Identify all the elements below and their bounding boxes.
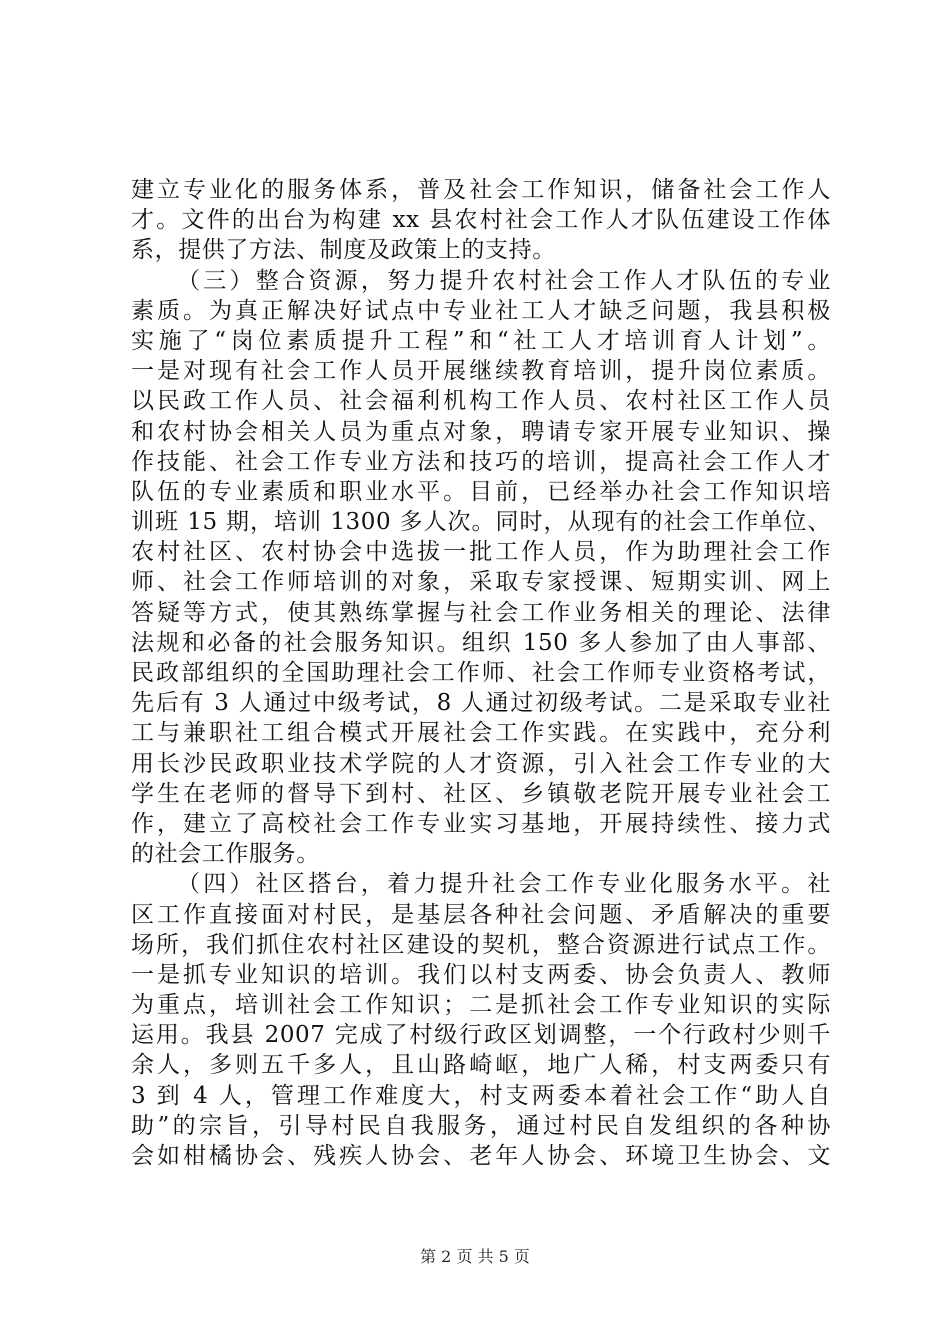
text-line: （四）社区搭台，着力提升社会工作专业化服务水平。社: [177, 871, 831, 898]
text-line: 一是对现有社会工作人员开展继续教育培训，提升岗位素质。: [131, 358, 831, 385]
text-line: 作技能、社会工作专业方法和技巧的培训，提高社会工作人才: [131, 448, 831, 475]
text-line: 的社会工作服务。: [131, 841, 320, 868]
text-line: 素质。为真正解决好试点中专业社工人才缺乏问题，我县积极: [131, 297, 831, 324]
page-footer: 第 2 页 共 5 页: [420, 1247, 530, 1266]
text-line: 实施了“岗位素质提升工程”和“社工人才培训育人计划”。: [131, 327, 831, 354]
text-line: 学生在老师的督导下到村、社区、乡镇敬老院开展专业社会工: [131, 780, 831, 807]
document-body: [131, 175, 831, 1171]
text-line: 一是抓专业知识的培训。我们以村支两委、协会负责人、教师: [131, 961, 831, 988]
text-line: 场所，我们抓住农村社区建设的契机，整合资源进行试点工作。: [131, 931, 831, 958]
text-line: 3 到 4 人，管理工作难度大，村支两委本着社会工作“助人自: [131, 1082, 831, 1109]
text-line: 助”的宗旨，引导村民自我服务，通过村民自发组织的各种协: [131, 1112, 831, 1139]
text-line: 才。文件的出台为构建 xx 县农村社会工作人才队伍建设工作体: [131, 207, 831, 234]
text-line: 系，提供了方法、制度及政策上的支持。: [131, 237, 556, 264]
text-line: 先后有 3 人通过中级考试，8 人通过初级考试。二是采取专业社: [131, 690, 831, 717]
text-line: 运用。我县 2007 完成了村级行政区划调整，一个行政村少则千: [131, 1022, 831, 1049]
text-line: 法规和必备的社会服务知识。组织 150 多人参加了由人事部、: [131, 629, 831, 656]
text-line: 和农村协会相关人员为重点对象，聘请专家开展专业知识、操: [131, 418, 831, 445]
text-line: 工与兼职社工组合模式开展社会工作实践。在实践中，充分利: [131, 720, 831, 747]
text-line: （三）整合资源，努力提升农村社会工作人才队伍的专业: [177, 267, 831, 294]
text-line: 以民政工作人员、社会福利机构工作人员、农村社区工作人员: [131, 388, 831, 415]
text-line: 民政部组织的全国助理社会工作师、社会工作师专业资格考试，: [131, 660, 831, 686]
text-line: 训班 15 期，培训 1300 多人次。同时，从现有的社会工作单位、: [131, 509, 831, 536]
text-line: 用长沙民政职业技术学院的人才资源，引入社会工作专业的大: [131, 750, 831, 777]
text-line: 师、社会工作师培训的对象，采取专家授课、短期实训、网上: [131, 569, 831, 596]
text-line: 农村社区、农村协会中选拔一批工作人员，作为助理社会工作: [131, 539, 831, 566]
text-line: 答疑等方式，使其熟练掌握与社会工作业务相关的理论、法律: [131, 599, 831, 626]
text-line: 建立专业化的服务体系，普及社会工作知识，储备社会工作人: [131, 177, 831, 203]
text-line: 余人，多则五千多人，且山路崎岖，地广人稀，村支两委只有: [131, 1052, 831, 1079]
text-line: 区工作直接面对村民，是基层各种社会问题、矛盾解决的重要: [131, 901, 831, 928]
text-line: 会如柑橘协会、残疾人协会、老年人协会、环境卫生协会、文: [131, 1143, 831, 1169]
text-line: 队伍的专业素质和职业水平。目前，已经举办社会工作知识培: [131, 478, 831, 505]
text-line: 作，建立了高校社会工作专业实习基地，开展持续性、接力式: [131, 810, 831, 837]
text-line: 为重点，培训社会工作知识；二是抓社会工作专业知识的实际: [131, 992, 831, 1019]
